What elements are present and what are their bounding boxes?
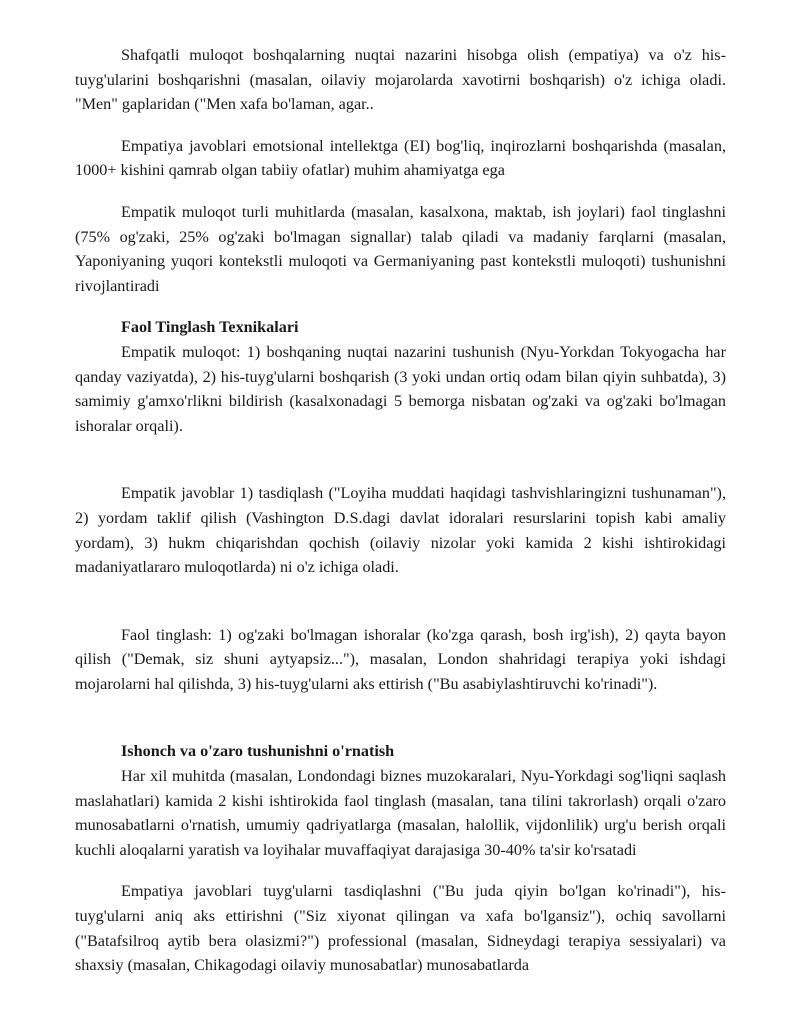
heading-active-listening-techniques: Faol Tinglash Texnikalari	[121, 318, 299, 337]
paragraph-empathic-communication-settings: Empatik muloqot turli muhitlarda (masalan, kasalxona, maktab, ish joylari) faol tinglashni (75% og'zaki, 25% og'zaki bo'lmagan signallar) talab qiladi va madaniy farqlarni (masalan, Yaponiyaning yuqori kontekstli muloqoti va Germaniyaning past kontekstli muloqoti) tushunishni rivojlantiradi	[75, 202, 726, 295]
paragraph-empathic-communication-list: Empatik muloqot: 1) boshqaning nuqtai nazarini tushunish (Nyu-Yorkdan Tokyogacha har qanday vaziyatda), 2) his-tuyg'ularni boshqarish (3 yoki undan ortiq odam bilan qiyin suhbatda), 3) samimiy g'amxo'rlikni bildirish (kasalxonadagi 5 bemorga nisbatan og'zaki va og'zaki bo'lmagan ishoralar orqali).	[75, 342, 726, 435]
document-page	[75, 43, 726, 978]
paragraph-active-listening-list: Faol tinglash: 1) og'zaki bo'lmagan ishoralar (ko'zga qarash, bosh irg'ish), 2) qayta bayon qilish ("Demak, siz shuni aytyapsiz..."), masalan, London shahridagi terapiya yoki ishdagi mojarolarni hal qilishda, 3) his-tuyg'ularni aks ettirish ("Bu asabiylashtiruvchi ko'rinadi").	[75, 625, 726, 693]
heading-trust-and-understanding: Ishonch va o'zaro tushunishni o'rnatish	[121, 742, 395, 761]
paragraph-empathy-responses-validation: Empatiya javoblari tuyg'ularni tasdiqlashni ("Bu juda qiyin bo'lgan ko'rinadi"), his-tuyg'ularni aniq aks ettirishni ("Siz xiyonat qilingan va xafa bo'lgansiz"), ochiq savollarni ("Batafsilroq aytib bera olasizmi?") professional (masalan, Sidneydagi terapiya sessiyalari) va shaxsiy (masalan, Chikagodagi oilaviy munosabatlar) munosabatlarda	[75, 882, 726, 975]
paragraph-building-relationships: Har xil muhitda (masalan, Londondagi biznes muzokaralari, Nyu-Yorkdagi sog'liqni saqlash maslahatlari) kamida 2 kishi ishtirokida faol tinglash (masalan, tana tilini takrorlash) orqali o'zaro munosabatlarni o'rnatish, umumiy qadriyatlarga (masalan, halollik, vijdonlilik) urg'u berish orqali kuchli aloqalarni yaratish va loyihalar muvaffaqiyat darajasiga 30-40% ta'sir ko'rsatadi	[75, 767, 726, 859]
paragraph-compassionate-communication: Shafqatli muloqot boshqalarning nuqtai nazarini hisobga olish (empatiya) va o'z his-tuyg'ularini boshqarishni (masalan, oilaviy mojarolarda xavotirni boshqarish) o'z ichiga oladi. "Men" gaplaridan ("Men xafa bo'laman, agar..	[75, 46, 726, 114]
paragraph-empathic-responses-list: Empatik javoblar 1) tasdiqlash ("Loyiha muddati haqidagi tashvishlaringizni tushunaman"), 2) yordam taklif qilish (Vashington D.S.dagi davlat idoralari resurslarini topish kabi amaliy yordam), 3) hukm chiqarishdan qochish (oilaviy nizolar yoki kamida 2 kishi ishtirokidagi madaniyatlararo muloqotlarda) ni o'z ichiga oladi.	[75, 484, 726, 577]
paragraph-empathy-responses-ei: Empatiya javoblari emotsional intellektga (EI) bog'liq, inqirozlarni boshqarishda (masalan, 1000+ kishini qamrab olgan tabiiy ofatlar) muhim ahamiyatga ega	[75, 136, 726, 180]
